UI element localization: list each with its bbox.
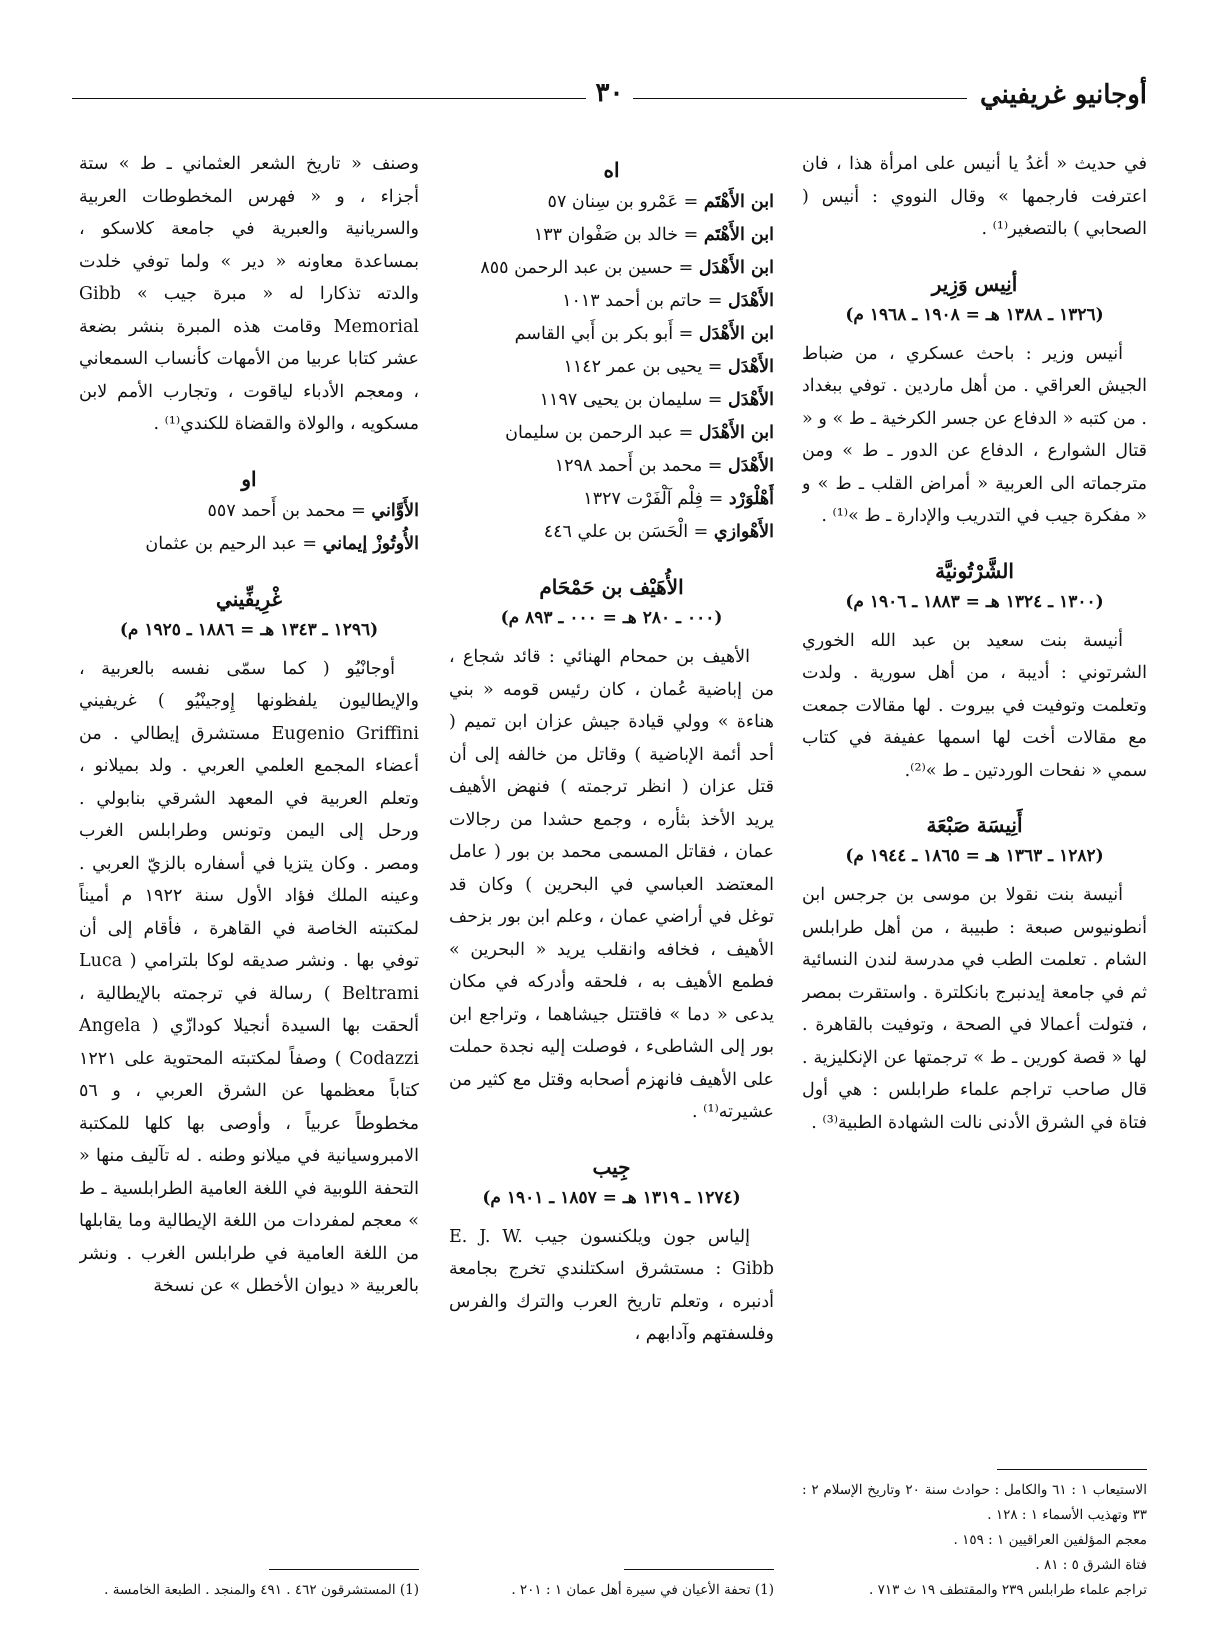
index-ref: = حاتم بن أحمد ١٠١٣: [562, 291, 723, 311]
index-entry: [449, 450, 774, 483]
footnote: فتاة الشرق ٥ : ٨١ .: [1035, 1557, 1147, 1573]
page-header: [72, 78, 1147, 122]
entry-title: أَنِيسَة صَبْعَة: [926, 813, 1023, 837]
intro-paragraph: في حديث « أغدُ يا أنيس على امرأة هذا ، فان اعترفت فارجمها » وقال النووي : أنيس ( الصحابي ) بالتصغير⁽¹⁾ .: [802, 154, 1147, 239]
index-ref: = أَبو بكر بن أَبي القاسم: [514, 324, 694, 344]
index-term: أَهْلْوَرْد: [728, 489, 774, 509]
entry-title: جِيب: [592, 1154, 631, 1179]
footnote-rule: [997, 1469, 1147, 1470]
index-term: الأَهْدَل: [728, 357, 774, 377]
entry-body: الأهيف بن حمحام الهنائي : قائد شجاع ، من إباضية عُمان ، كان رئيس قومه « بني هناءة » وولي قيادة جيش عزان ابن تميم ( أحد أئمة الإباضية ) وقاتل من خالفه إلى أن قتل عزان ( انظر ترجمته ) فنهض الأهيف يريد الأخذ بثأره ، وجمع حشدا من رجالات عمان ، فقاتل المسمى محمد بن بور ( عامل المعتضد العباسي في البحرين ) وكان قد توغل في أراضي عمان ، وعلم ابن بور بزحف الأهيف ، فخافه وانقلب يريد « البحرين » فطمع الأهيف به ، فلحقه وأدركه في مكان يدعى « دما » فاقتتل جيشاهما ، وتراجع ابن بور إلى الشاطىء ، فوصلت إليه نجدة حملت على الأهيف فانهزم أصحابه وقتل مع كثير من عشيرته⁽¹⁾ .: [449, 647, 774, 1122]
index-ref: = عبد الرحمن بن سليمان: [505, 423, 694, 443]
entry-title: غْرِيفِّيني: [216, 586, 282, 611]
entry-title: الأُهَيْف بن حَمْحَام: [539, 575, 684, 599]
index-entry: [449, 516, 774, 549]
index-ref: = فِلْم آلْفَرْت ١٣٢٧: [583, 489, 724, 509]
index-entry: [449, 186, 774, 219]
index-ref: = عبد الرحيم بن عثمان: [145, 533, 318, 554]
entry-dates: (٠٠٠ ـ ٢٨٠ هـ = ٠٠٠ ـ ٨٩٣ م): [500, 608, 723, 628]
index-term: الأُوتُوزْ إيماني: [322, 533, 419, 554]
index-ref: = يحيى بن عمر ١١٤٢: [563, 357, 723, 377]
index-term: ابن الأَهْدَل: [698, 324, 774, 344]
index-term: ابن الأَهْدَل: [698, 423, 774, 443]
entry-dates: (١٢٨٢ ـ ١٣٦٣ هـ = ١٨٦٥ ـ ١٩٤٤ م): [845, 846, 1104, 866]
entry-dates: (١٢٧٤ ـ ١٣١٩ هـ = ١٨٥٧ ـ ١٩٠١ م): [482, 1187, 741, 1208]
entry-dates: (١٣٠٠ ـ ١٣٢٤ هـ = ١٨٨٣ ـ ١٩٠٦ م): [845, 591, 1104, 612]
footnotes: [449, 1551, 774, 1603]
index-entry: [449, 219, 774, 252]
entry-body: أوجانْيُو ( كما سمّى نفسه بالعربية ، والإيطاليون يلفظونها إِوجينْيُو ) غريفيني Eugenio Griffini مستشرق إيطالي . من أعضاء المجمع العلمي العربي . ولد بميلانو ، وتعلم العربية في المعهد الشرقي بنابولي . ورحل إلى اليمن وتونس وطرابلس الغرب ومصر . وكان يتزيا في أسفاره بالزيّ العربي . وعينه الملك فؤاد الأول سنة ١٩٢٢ م أميناً لمكتبته الخاصة في القاهرة ، فأقام إلى أن توفي بها . ونشر صديقه لوكا بلترامي ( Luca Beltrami ) رسالة في ترجمته بالإيطالية ، ألحقت بها السيدة أنجيلا كودازّي ( Angela Codazzi ) وصفاً لمكتبته المحتوية على ١٢٢١ كتاباً معظمها عن الشرق العربي ، و ٥٦ مخطوطاً عربياً ، وأوصى بها كلها للمكتبة الامبروسيانية في ميلانو وطنه . له تآليف منها « التحفة اللوبية في اللغة العامية الطرابلسية ـ ط » معجم لمفردات من اللغة الإيطالية وما يقابلها من اللغة العامية في طرابلس الغرب . ونشر بالعربية « ديوان الأخطل » عن نسخة: [79, 658, 419, 1296]
footnote: تراجم علماء طرابلس ٢٣٩ والمقتطف ١٩ ث ٧١٣ .: [868, 1582, 1147, 1598]
right-column: [802, 148, 1147, 1603]
index-ref: = حسين بن عبد الرحمن ٨٥٥: [480, 258, 694, 278]
index-term: الأَوَّاني: [371, 500, 419, 521]
index-heading: اه: [603, 158, 620, 182]
index-entry: [449, 384, 774, 417]
entry-body: أنيسة بنت نقولا بن موسى بن جرجس ابن أنطونيوس صبعة : طبيبة ، من أهل طرابلس الشام . تعلمت الطب في مدرسة لندن النسائية ثم في جامعة إيدنبرج بانكلترة . واستقرت بمصر ، فتولت أعمالا في الصحة ، وتوفيت بالقاهرة . لها « قصة كورين ـ ط » ترجمتها عن الإنكليزية . قال صاحب تراجم علماء طرابلس : هي أول فتاة في الشرق الأدنى نالت الشهادة الطبية⁽³⁾ .: [802, 885, 1147, 1133]
index-entry: [449, 351, 774, 384]
page-number: ٣٠: [586, 78, 634, 108]
footnote-rule: [269, 1569, 419, 1570]
footnote: معجم المؤلفين العراقيين ١ : ١٥٩ .: [953, 1532, 1147, 1548]
index-term: ابن الأَهْتَم: [703, 225, 774, 245]
entry-dates: (١٢٩٦ ـ ١٣٤٣ هـ = ١٨٨٦ ـ ١٩٢٥ م): [119, 619, 379, 640]
footnote-rule: [624, 1569, 774, 1570]
index-ref: = سليمان بن يحيى ١١٩٧: [539, 390, 723, 410]
footnote: (1) المستشرقون ٤٦٢ . ٤٩١ والمنجد . الطبعة الخامسة .: [104, 1582, 419, 1598]
footnote: (1) تحفة الأعيان في سيرة أهل عمان ١ : ٢٠١ .: [511, 1582, 774, 1598]
footnotes: [802, 1451, 1147, 1603]
index-entry: [449, 252, 774, 285]
index-entry: [449, 318, 774, 351]
footnote: الاستيعاب ١ : ٦١ والكامل : حوادث سنة ٢٠ وتاريخ الإسلام ٢ : ٣٣ وتهذيب الأسماء ١ : ١٢٨ .: [802, 1482, 1147, 1523]
entry-dates: (١٣٢٦ ـ ١٣٨٨ هـ = ١٩٠٨ ـ ١٩٦٨ م): [845, 304, 1104, 325]
index-term: الأَهْدَل: [728, 291, 774, 311]
index-term: الأَهْدَل: [728, 456, 774, 476]
continuation-paragraph: وصنف « تاريخ الشعر العثماني ـ ط » ستة أجزاء ، و « فهرس المخطوطات العربية والسريانية والعبرية في جامعة كلاسكو ، بمساعدة معاونه « دير » ولما توفي خلدت والدته تذكارا له « مبرة جيب » Gibb Memorial وقامت هذه المبرة بنشر بضعة عشر كتابا عربيا من الأمهات كأنساب السمعاني ، ومعجم الأدباء لياقوت ، وتجارب الأمم لابن مسكويه ، والولاة والقضاة للكندي⁽¹⁾ .: [79, 154, 419, 434]
entry-body: إلياس جون ويلكنسون جيب E. J. W. Gibb : مستشرق اسكتلندي تخرج بجامعة أدنبره ، وتعلم تاريخ العرب والترك والفرس وفلسفتهم وآدابهم ،: [449, 1226, 774, 1344]
index-entry: [79, 495, 419, 528]
index-entry: [449, 417, 774, 450]
header-rule: [72, 98, 967, 99]
index-ref: = عَمْرو بن سِنان ٥٧: [547, 192, 699, 212]
footnotes: [79, 1551, 419, 1603]
middle-column: [449, 148, 774, 1603]
left-column: [79, 148, 419, 1603]
index-entry: [449, 483, 774, 516]
index-term: ابن الأَهْدَل: [698, 258, 774, 278]
index-term: ابن الأَهْتَم: [703, 192, 774, 212]
index-ref: = محمد بن أَحمد ٥٥٧: [207, 500, 366, 521]
entry-title: أنِيس وَزِير: [931, 271, 1018, 296]
index-ref: = خالد بن صَفْوان ١٣٣: [533, 225, 699, 245]
entry-title: الشَّرْتُونيَّة: [935, 558, 1014, 583]
index-term: الأَهْوازي: [713, 522, 774, 542]
entry-body: أنيسة بنت سعيد بن عبد الله الخوري الشرتوني : أديبة ، من أهل سورية . ولدت وتعلمت وتوفيت في بيروت . لها مقالات جمعت مع مقالات أخت لها اسمها عفيفة في كتاب سمي « نفحات الوردتين ـ ط »⁽²⁾.: [802, 630, 1147, 781]
entry-body: أنيس وزير : باحث عسكري ، من ضباط الجيش العراقي . من أهل ماردين . توفي ببغداد . من كتبه « الدفاع عن جسر الكرخية ـ ط » و « قتال الشوارع ، الدفاع عن الدور ـ ط » ومن مترجماته الى العربية « أمراض القلب ـ ط » و « مفكرة جيب في التدريب والإدارة ـ ط »⁽¹⁾ .: [802, 343, 1147, 526]
index-ref: = الْحَسَن بن علي ٤٤٦: [543, 522, 709, 542]
index-ref: = محمد بن أَحمد ١٢٩٨: [554, 456, 723, 476]
index-heading: او: [241, 466, 257, 491]
index-term: الأَهْدَل: [728, 390, 774, 410]
index-entry: [449, 285, 774, 318]
running-title: أوجانيو غريفيني: [979, 80, 1147, 110]
index-entry: [79, 528, 419, 561]
